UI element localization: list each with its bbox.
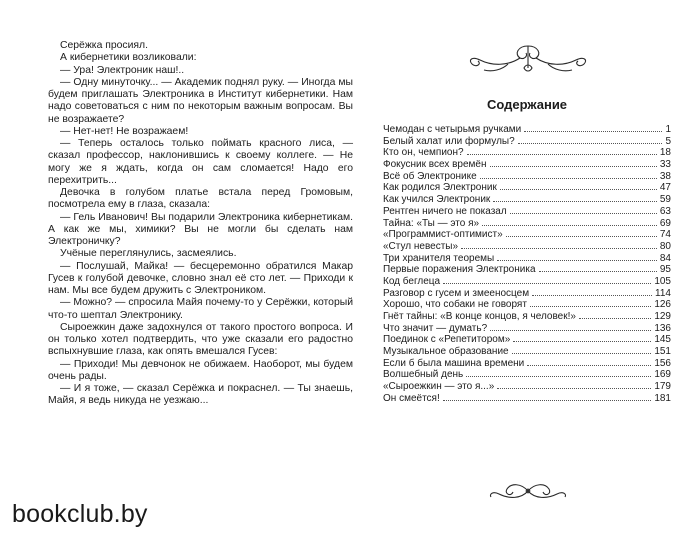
toc-entry-title: Три хранителя теоремы (383, 252, 495, 264)
dot-leader (466, 376, 651, 377)
toc-entry-page: 47 (659, 182, 671, 194)
toc-entry (383, 381, 671, 393)
toc-entry (383, 288, 671, 300)
dot-leader (490, 330, 651, 331)
dot-leader (579, 318, 651, 319)
toc-entry-title: Рентген ничего не показал (383, 205, 507, 217)
toc-entry-page: 126 (654, 299, 671, 311)
toc-entry-title: Первые поражения Электроника (383, 264, 536, 276)
toc-entry-title: Всё об Электронике (383, 170, 477, 182)
toc-entry (383, 229, 671, 241)
toc-entry-title: Поединок с «Репетитором» (383, 334, 511, 346)
dot-leader (482, 225, 657, 226)
paragraph: — Нет-нет! Не возражаем! (60, 125, 189, 137)
toc-entry-page: 74 (659, 229, 671, 241)
dot-leader (497, 388, 651, 389)
dot-leader (513, 341, 651, 342)
toc-entry-title: Если б была машина времени (383, 357, 525, 369)
toc-entry-page: 169 (654, 369, 671, 381)
paragraph: — Теперь осталось только поймать красного лиса, — сказал профессор, наклонившись к своему коллеге. — Не могу же я ждать, когда он сам сломается! Надо его перехитрить... (48, 138, 353, 186)
toc-entry-title: Тайна: «Ты — это я» (383, 217, 480, 229)
toc-entry-title: Как родился Электроник (383, 182, 497, 194)
dot-leader (539, 271, 657, 272)
toc-entry-page: 145 (654, 334, 671, 346)
toc-entry-page: 114 (655, 287, 671, 299)
toc-entry (383, 253, 671, 265)
table-of-contents (383, 124, 671, 405)
toc-entry-title: Хорошо, что собаки не говорят (383, 299, 527, 311)
paragraph: Сыроежкин даже задохнулся от такого простого вопроса. И он только хотел подтвердить, что уже сказали его радостно вспыхнувшие глаза, как опять вмешался Гусев: (48, 321, 353, 358)
toc-entry-title: «Стул невесты» (383, 240, 459, 252)
toc-entry-page: 38 (659, 170, 671, 182)
toc-entry (383, 358, 671, 370)
toc-entry-title: Музыкальное образование (383, 346, 509, 358)
toc-entry-title: «Сыроежкин — это я...» (383, 381, 495, 393)
toc-entry-title: Волшебный день (383, 369, 464, 381)
toc-entry-title: Разговор с гусем и змееносцем (383, 287, 530, 299)
ornament-bottom-icon (481, 480, 576, 502)
toc-entry-page: 69 (659, 217, 671, 229)
toc-entry-page: 5 (665, 135, 671, 147)
toc-entry-page: 80 (659, 240, 671, 252)
toc-entry (383, 124, 671, 136)
toc-entry (383, 264, 671, 276)
dot-leader (530, 306, 651, 307)
toc-entry (383, 299, 671, 311)
toc-entry-page: 181 (654, 392, 671, 404)
dot-leader (506, 236, 657, 237)
dot-leader (461, 248, 657, 249)
toc-entry (383, 206, 671, 218)
paragraph: — Одну минуточку... — Академик поднял руку. — Иногда мы будем приглашать Электроника в Институт кибернетики. Нам надо советоваться с ним по некоторым важным вопросам. Вы не возражаете? (48, 76, 353, 125)
toc-entry-page: 84 (659, 252, 671, 264)
toc-entry (383, 276, 671, 288)
dot-leader (518, 143, 663, 144)
toc-entry-title: Гнёт тайны: «В конце концов, я человек!» (383, 311, 576, 322)
toc-entry-page: 18 (659, 147, 671, 159)
left-page (48, 40, 353, 408)
dot-leader (467, 154, 657, 155)
dot-leader (443, 400, 652, 401)
toc-entry (383, 323, 671, 335)
toc-entry-page: 95 (659, 264, 671, 276)
toc-entry (383, 346, 671, 358)
toc-entry (383, 369, 671, 381)
toc-entry-page: 179 (654, 381, 671, 393)
paragraph: А кибернетики возликовали: (60, 52, 197, 64)
ornament-top-icon (458, 40, 598, 76)
dot-leader (532, 295, 652, 296)
dot-leader (510, 213, 657, 214)
dot-leader (480, 178, 657, 179)
toc-entry-page: 33 (659, 159, 671, 171)
toc-entry (383, 182, 671, 194)
dot-leader (443, 283, 651, 284)
dot-leader (490, 166, 657, 167)
toc-entry-title: Фокусник всех времён (383, 159, 487, 171)
watermark: bookclub.by (12, 500, 148, 528)
dot-leader (497, 260, 657, 261)
toc-entry (383, 393, 671, 405)
toc-entry (383, 334, 671, 346)
toc-entry (383, 159, 671, 171)
paragraph: — Приходи! Мы девчонок не обижаем. Наоборот, мы будем очень рады. (48, 358, 353, 382)
toc-entry (383, 311, 671, 323)
dot-leader (527, 365, 651, 366)
dot-leader (493, 201, 657, 202)
toc-entry-title: Чемодан с четырьмя ручками (383, 124, 522, 135)
toc-entry (383, 147, 671, 159)
paragraph: Серёжка просиял. (60, 40, 148, 51)
toc-entry-title: Белый халат или формулы? (383, 135, 515, 147)
toc-entry-title: Что значит — думать? (383, 322, 488, 334)
toc-entry (383, 194, 671, 206)
paragraph: Учёные переглянулись, засмеялись. (60, 248, 237, 260)
toc-entry (383, 218, 671, 230)
toc-entry-page: 136 (654, 322, 671, 334)
toc-entry-page: 1 (665, 124, 671, 135)
dot-leader (500, 189, 657, 190)
toc-entry (383, 136, 671, 148)
toc-entry (383, 171, 671, 183)
toc-title: Содержание (486, 97, 568, 112)
toc-entry-title: «Программист-оптимист» (383, 229, 503, 241)
paragraph: Девочка в голубом платье встала перед Громовым, посмотрела ему в глаза, сказала: (48, 187, 353, 211)
toc-entry-page: 156 (654, 357, 671, 369)
paragraph: — Можно? — спросила Майя почему-то у Серёжки, который что-то шептал Электронику. (48, 297, 353, 321)
paragraph: — Ура! Электроник наш!.. (60, 64, 185, 76)
dot-leader (512, 353, 652, 354)
toc-entry-title: Он смеётся! (383, 392, 440, 404)
paragraph: — И я тоже, — сказал Серёжка и покраснел. — Ты знаешь, Майя, я ведь никуда не уезжаю... (48, 383, 353, 407)
toc-entry-page: 129 (654, 311, 671, 322)
toc-entry-title: Кто он, чемпион? (383, 147, 464, 159)
toc-entry-page: 63 (659, 205, 671, 217)
toc-entry-title: Код беглеца (383, 275, 441, 287)
dot-leader (524, 131, 662, 132)
toc-entry-page: 105 (654, 275, 671, 287)
paragraph: — Послушай, Майка! — бесцеремонно обратился Макар Гусев к голубой девочке, словно знал её сто лет. — Приходи к нам. Мы все будем дружить с Электроником. (48, 260, 353, 296)
paragraph: — Гель Иванович! Вы подарили Электроника кибернетикам. А как же мы, химики? Вы не могли бы сделать нам Электроничку? (48, 211, 353, 247)
toc-entry-page: 59 (659, 194, 671, 206)
toc-entry (383, 241, 671, 253)
toc-entry-title: Как учился Электроник (383, 194, 491, 206)
toc-entry-page: 151 (654, 346, 671, 358)
